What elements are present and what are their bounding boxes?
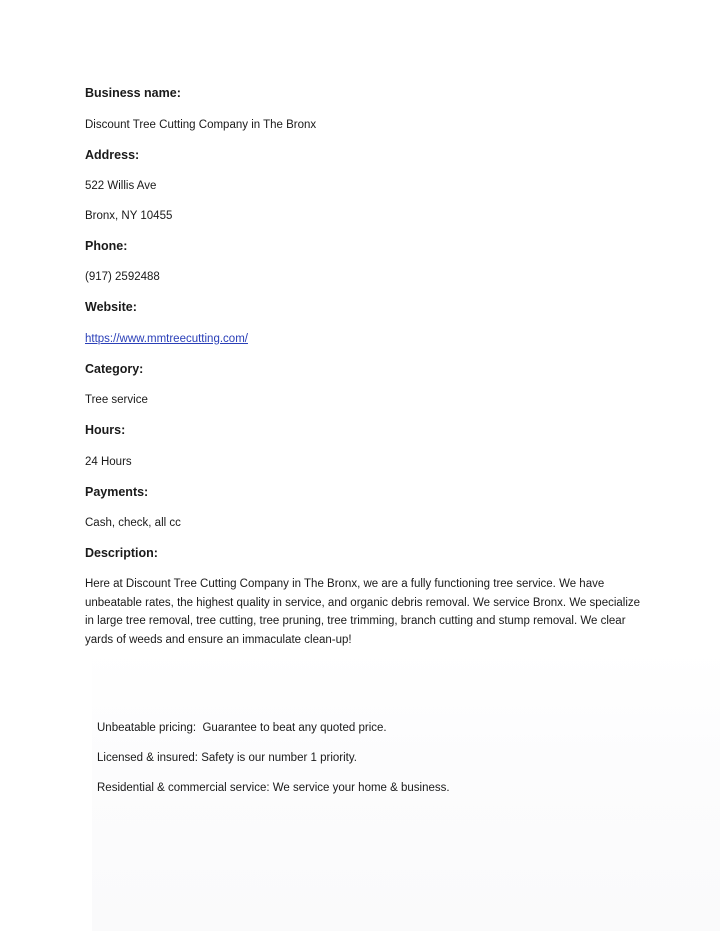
website-link[interactable]: https://www.mmtreecutting.com/ (85, 333, 248, 345)
category-heading: Category: (85, 362, 144, 376)
hours-value: 24 Hours (85, 456, 132, 468)
website-heading: Website: (85, 300, 137, 314)
category-value: Tree service (85, 394, 148, 406)
description-text: Here at Discount Tree Cutting Company in The Bronx, we are a fully functioning tree service. We have unbeatable rates, the highest quality in service, and organic debris removal. We service Bronx. We specialize in large tree removal, tree cutting, tree pruning, tree trimming, branch cutting and stump removal. We clear yards of weeds and ensure an immaculate clean-up! (85, 578, 641, 646)
address-heading: Address: (85, 148, 140, 162)
feature-licensed: Licensed & insured: Safety is our number 1 priority. (97, 752, 357, 764)
phone-value: (917) 2592488 (85, 271, 160, 283)
address-line1: 522 Willis Ave (85, 180, 157, 192)
address-line2: Bronx, NY 10455 (85, 210, 173, 222)
hours-heading: Hours: (85, 423, 126, 437)
feature-service: Residential & commercial service: We service your home & business. (97, 782, 450, 794)
payments-heading: Payments: (85, 485, 149, 499)
business-name-heading: Business name: (85, 86, 181, 100)
business-name-value: Discount Tree Cutting Company in The Bronx (85, 119, 317, 131)
feature-pricing: Unbeatable pricing: Guarantee to beat any quoted price. (97, 722, 387, 734)
phone-heading: Phone: (85, 239, 128, 253)
payments-value: Cash, check, all cc (85, 517, 181, 529)
description-heading: Description: (85, 546, 158, 560)
